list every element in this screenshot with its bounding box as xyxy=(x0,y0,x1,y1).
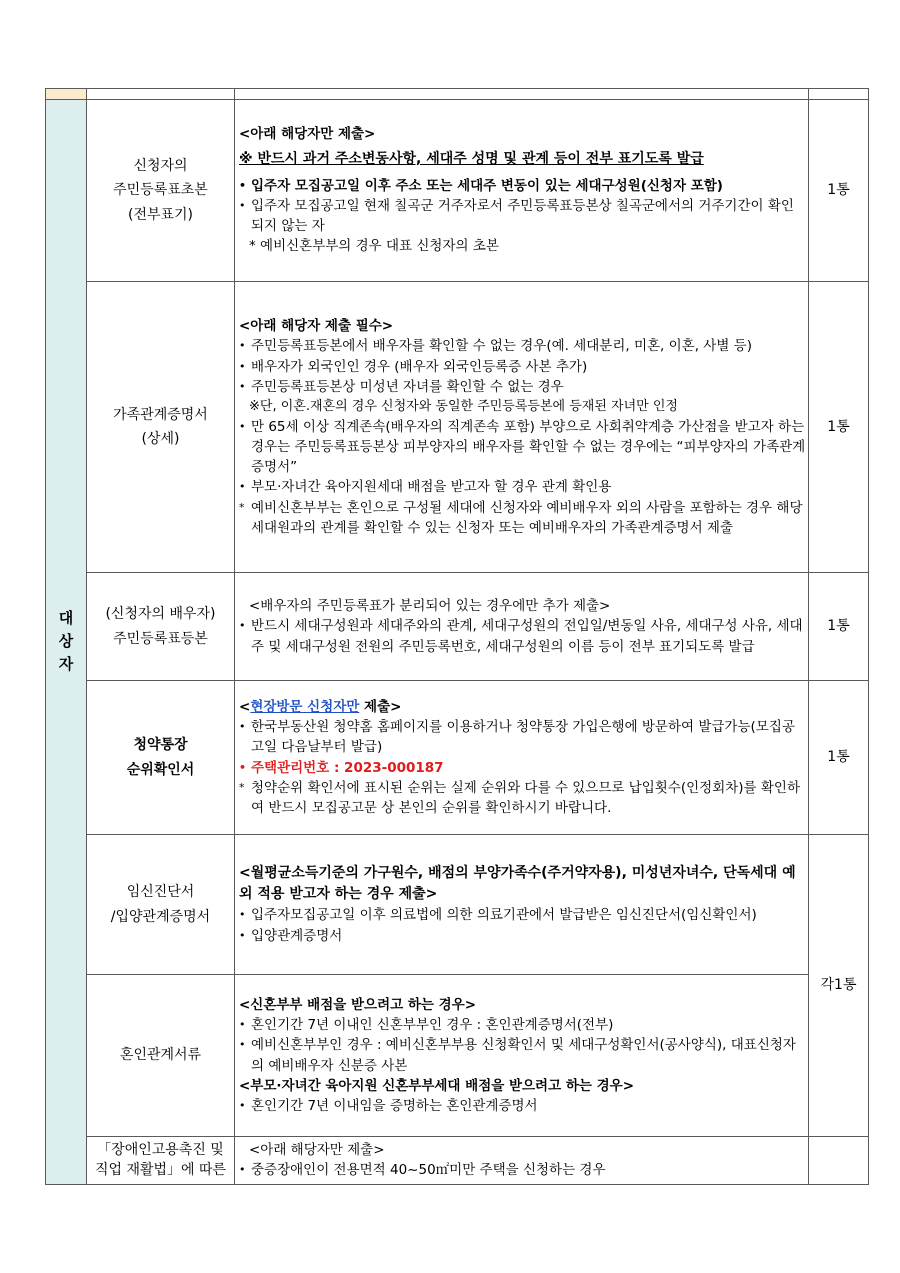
top-section-cell xyxy=(46,89,87,100)
document-description xyxy=(235,573,809,681)
top-name-cell xyxy=(87,89,235,100)
document-name: (신청자의 배우자) 주민등록표등본 xyxy=(87,573,235,681)
list-item: • 중증장애인이 전용면적 40~50㎡미만 주택을 신청하는 경우 xyxy=(239,1162,606,1179)
notice-text: ※ 반드시 과거 주소변동사항, 세대주 성명 및 관계 등이 전부 표기도록 발급 xyxy=(239,150,704,167)
note-text: * 예비신혼부부의 경우 대표 신청자의 초본 xyxy=(249,238,499,255)
table-row xyxy=(46,282,869,573)
quantity: 1통 xyxy=(809,100,869,282)
document-description xyxy=(235,100,809,282)
table-row xyxy=(46,100,869,282)
list-item: • 입주자 모집공고일 이후 주소 또는 세대주 변동이 있는 세대구성원(신청자 포함) xyxy=(239,177,723,194)
list-item: • 한국부동산원 청약홈 홈페이지를 이용하거나 청약통장 가입은행에 방문하여 발급가능(모집공고일 다음날부터 발급) xyxy=(239,719,795,756)
highlight-link: 현장방문 신청자만 xyxy=(250,698,360,715)
table-row xyxy=(46,975,869,1137)
section-header: <아래 해당자만 제출> xyxy=(239,126,376,143)
table-top-row xyxy=(46,89,869,100)
section-header: <현장방문 신청자만 제출> xyxy=(239,698,402,715)
list-item: • 배우자가 외국인인 경우 (배우자 외국인등록증 사본 추가) xyxy=(239,358,588,375)
quantity xyxy=(809,1137,869,1185)
list-item: • 예비신혼부부인 경우 : 예비신혼부부용 신청확인서 및 세대구성확인서(공사양식), 대표신청자의 예비배우자 신분증 사본 xyxy=(239,1037,796,1074)
shared-quantity: 각1통 xyxy=(809,835,869,1137)
list-item: • 부모·자녀간 육아지원세대 배점을 받고자 할 경우 관계 확인용 xyxy=(239,479,612,496)
section-header: <부모·자녀간 육아지원 신혼부부세대 배점을 받으려고 하는 경우> xyxy=(239,1077,635,1094)
quantity: 1통 xyxy=(809,681,869,835)
document-description xyxy=(235,681,809,835)
document-name: 「장애인고용촉진 및 직업 재활법」에 따른 xyxy=(87,1137,235,1185)
document-description xyxy=(235,282,809,573)
list-item: • 만 65세 이상 직계존속(배우자의 직계존속 포함) 부양으로 사회취약계층 가산점을 받고자 하는 경우는 주민등록표등본상 피부양자의 배우자를 확인할 수 없는 경우에는 “피부양자의 가족관계증명서” xyxy=(239,418,806,475)
list-item: • 혼인기간 7년 이내인 신혼부부인 경우 : 혼인관계증명서(전부) xyxy=(239,1017,614,1033)
star-note: * 청약순위 확인서에 표시된 순위는 실제 순위와 다를 수 있으므로 납입횟수(인정회차)를 확인하여 반드시 모집공고문 상 본인의 순위를 확인하시기 바랍니다. xyxy=(239,779,801,816)
section-header: <아래 해당자 제출 필수> xyxy=(239,318,394,334)
list-item: • 입주자모집공고일 이후 의료법에 의한 의료기관에서 발급받은 임신진단서(임신확인서) xyxy=(239,907,757,924)
quantity: 1통 xyxy=(809,282,869,573)
document-name: 임신진단서 /입양관계증명서 xyxy=(87,835,235,975)
section-header: <월평균소득기준의 가구원수, 배점의 부양가족수(주거약자용), 미성년자녀수, 단독세대 예외 적용 받고자 하는 경우 제출> xyxy=(239,865,796,903)
document-name: 혼인관계서류 xyxy=(87,975,235,1137)
document-description xyxy=(235,1137,809,1185)
table-row xyxy=(46,835,869,975)
list-item: • 입양관계증명서 xyxy=(239,927,343,944)
star-note: * 예비신혼부부는 혼인으로 구성될 세대에 신청자와 예비배우자 외의 사람을 포함하는 경우 해당 세대원과의 관계를 확인할 수 있는 신청자 또는 예비배우자의 가족관계증명서 제출 xyxy=(239,499,803,536)
list-item: • 입주자 모집공고일 현재 칠곡군 거주자로서 주민등록표등본상 칠곡군에서의 거주기간이 확인되지 않는 자 xyxy=(239,197,794,235)
quantity: 1통 xyxy=(809,573,869,681)
list-item: • 주민등록표등본상 미성년 자녀를 확인할 수 없는 경우 xyxy=(239,378,564,395)
list-item: • 주민등록표등본에서 배우자를 확인할 수 없는 경우(예. 세대분리, 미혼, 이혼, 사별 등) xyxy=(239,338,752,355)
document-description xyxy=(235,975,809,1137)
section-label: 대 상 자 xyxy=(46,100,87,1185)
housing-number: • 주택관리번호 : 2023-000187 xyxy=(239,759,444,776)
table-row xyxy=(46,681,869,835)
list-item: • 혼인기간 7년 이내임을 증명하는 혼인관계증명서 xyxy=(239,1098,538,1114)
document-name: 청약통장 순위확인서 xyxy=(87,681,235,835)
table-row xyxy=(46,573,869,681)
top-desc-cell xyxy=(235,89,809,100)
sub-note: ※단, 이혼.재혼의 경우 신청자와 동일한 주민등록등본에 등재된 자녀만 인정 xyxy=(249,399,678,414)
top-qty-cell xyxy=(809,89,869,100)
table-row xyxy=(46,1137,869,1185)
document-name: 가족관계증명서 (상세) xyxy=(87,282,235,573)
document-description xyxy=(235,835,809,975)
section-header: <아래 해당자만 제출> xyxy=(249,1142,385,1158)
document-table xyxy=(45,88,869,1185)
section-header: <신혼부부 배점을 받으려고 하는 경우> xyxy=(239,996,477,1013)
section-header: <배우자의 주민등록표가 분리되어 있는 경우에만 추가 제출> xyxy=(249,598,611,615)
list-item: • 반드시 세대구성원과 세대주와의 관계, 세대구성원의 전입일/변동일 사유, 세대구성 사유, 세대주 및 세대구성원 전원의 주민등록번호, 세대구성원의 이름 등이 전부 표기되도록 발급 xyxy=(239,618,803,655)
document-name: 신청자의 주민등록표초본 (전부표기) xyxy=(87,100,235,282)
